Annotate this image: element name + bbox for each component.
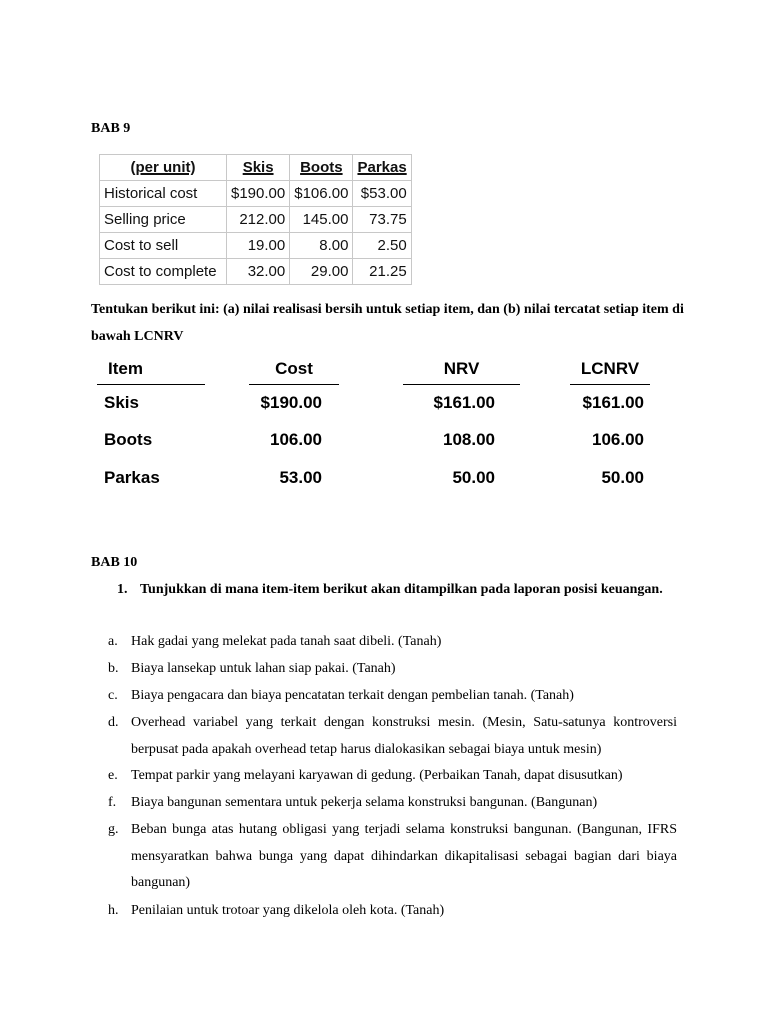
row-item: Parkas (104, 468, 160, 487)
row-lcnrv: 50.00 (601, 468, 644, 487)
question-text: Tunjukkan di mana item-item berikut akan ditampilkan pada laporan posisi keuangan. (140, 582, 663, 597)
unit-cost-table (99, 154, 412, 285)
table-cell: $106.00 (290, 181, 353, 207)
row-item: Skis (104, 393, 139, 412)
table-header: (per unit) (100, 155, 227, 181)
bab9-instruction: Tentukan berikut ini: (a) nilai realisasi bersih untuk setiap item, dan (b) nilai tercatat setiap item di bawah LCNRV (91, 302, 684, 344)
table-header: Skis (227, 155, 290, 181)
list-letter: g. (108, 822, 119, 837)
list-item: Biaya bangunan sementara untuk pekerja selama konstruksi bangunan. (Bangunan) (131, 795, 598, 810)
list-letter: h. (108, 903, 119, 918)
table-cell: 212.00 (227, 207, 290, 233)
table-cell: Cost to sell (100, 233, 227, 259)
table-header: Parkas (353, 155, 411, 181)
list-item: Biaya pengacara dan biaya pencatatan terkait dengan pembelian tanah. (Tanah) (131, 688, 574, 703)
list-letter: f. (108, 795, 117, 810)
table-cell: 8.00 (290, 233, 353, 259)
table-cell: 19.00 (227, 233, 290, 259)
table-row (100, 207, 412, 233)
table-cell: $53.00 (353, 181, 411, 207)
table-cell: Historical cost (100, 181, 227, 207)
table-cell: 29.00 (290, 259, 353, 285)
row-lcnrv: 106.00 (592, 430, 644, 449)
table-row (100, 233, 412, 259)
row-nrv: 108.00 (443, 430, 495, 449)
column-header-cost: Cost (275, 359, 313, 378)
row-cost: 106.00 (270, 430, 322, 449)
table-cell: Selling price (100, 207, 227, 233)
header-underline (403, 384, 520, 385)
row-nrv: 50.00 (452, 468, 495, 487)
row-cost: $190.00 (260, 393, 322, 412)
row-cost: 53.00 (279, 468, 322, 487)
table-header-row (100, 155, 412, 181)
column-header-nrv: NRV (443, 359, 480, 378)
header-underline (249, 384, 339, 385)
header-underline (570, 384, 650, 385)
question-number: 1. (117, 582, 128, 597)
list-item: Beban bunga atas hutang obligasi yang terjadi selama konstruksi bangunan. (Bangunan, IFRS mensyaratkan bahwa bunga yang dapat dihindarkan dikapitalisasi sebagai bagian dari biaya bangunan) (131, 822, 677, 890)
list-item: Biaya lansekap untuk lahan siap pakai. (Tanah) (131, 661, 396, 676)
header-underline (97, 384, 205, 385)
row-nrv: $161.00 (433, 393, 495, 412)
table-cell: 2.50 (353, 233, 411, 259)
list-item: Tempat parkir yang melayani karyawan di gedung. (Perbaikan Tanah, dapat disusutkan) (131, 768, 623, 783)
list-letter: a. (108, 634, 118, 649)
row-item: Boots (104, 430, 153, 449)
table-header: Boots (290, 155, 353, 181)
list-letter: d. (108, 715, 119, 730)
column-header-item: Item (108, 359, 143, 378)
table-cell: 21.25 (353, 259, 411, 285)
list-item: Overhead variabel yang terkait dengan konstruksi mesin. (Mesin, Satu-satunya kontroversi berpusat pada apakah overhead tetap harus dialokasikan sebagai biaya untuk mesin) (131, 715, 677, 757)
table-cell: 32.00 (227, 259, 290, 285)
bab9-heading: BAB 9 (91, 121, 131, 136)
table-cell: Cost to complete (100, 259, 227, 285)
column-header-lcnrv: LCNRV (580, 359, 640, 378)
table-row (100, 181, 412, 207)
list-letter: e. (108, 768, 118, 783)
table-cell: $190.00 (227, 181, 290, 207)
list-item: Hak gadai yang melekat pada tanah saat dibeli. (Tanah) (131, 634, 442, 649)
bab10-heading: BAB 10 (91, 555, 138, 570)
list-letter: c. (108, 688, 118, 703)
row-lcnrv: $161.00 (582, 393, 644, 412)
list-letter: b. (108, 661, 119, 676)
table-cell: 145.00 (290, 207, 353, 233)
table-row (100, 259, 412, 285)
list-item: Penilaian untuk trotoar yang dikelola oleh kota. (Tanah) (131, 903, 445, 918)
table-cell: 73.75 (353, 207, 411, 233)
